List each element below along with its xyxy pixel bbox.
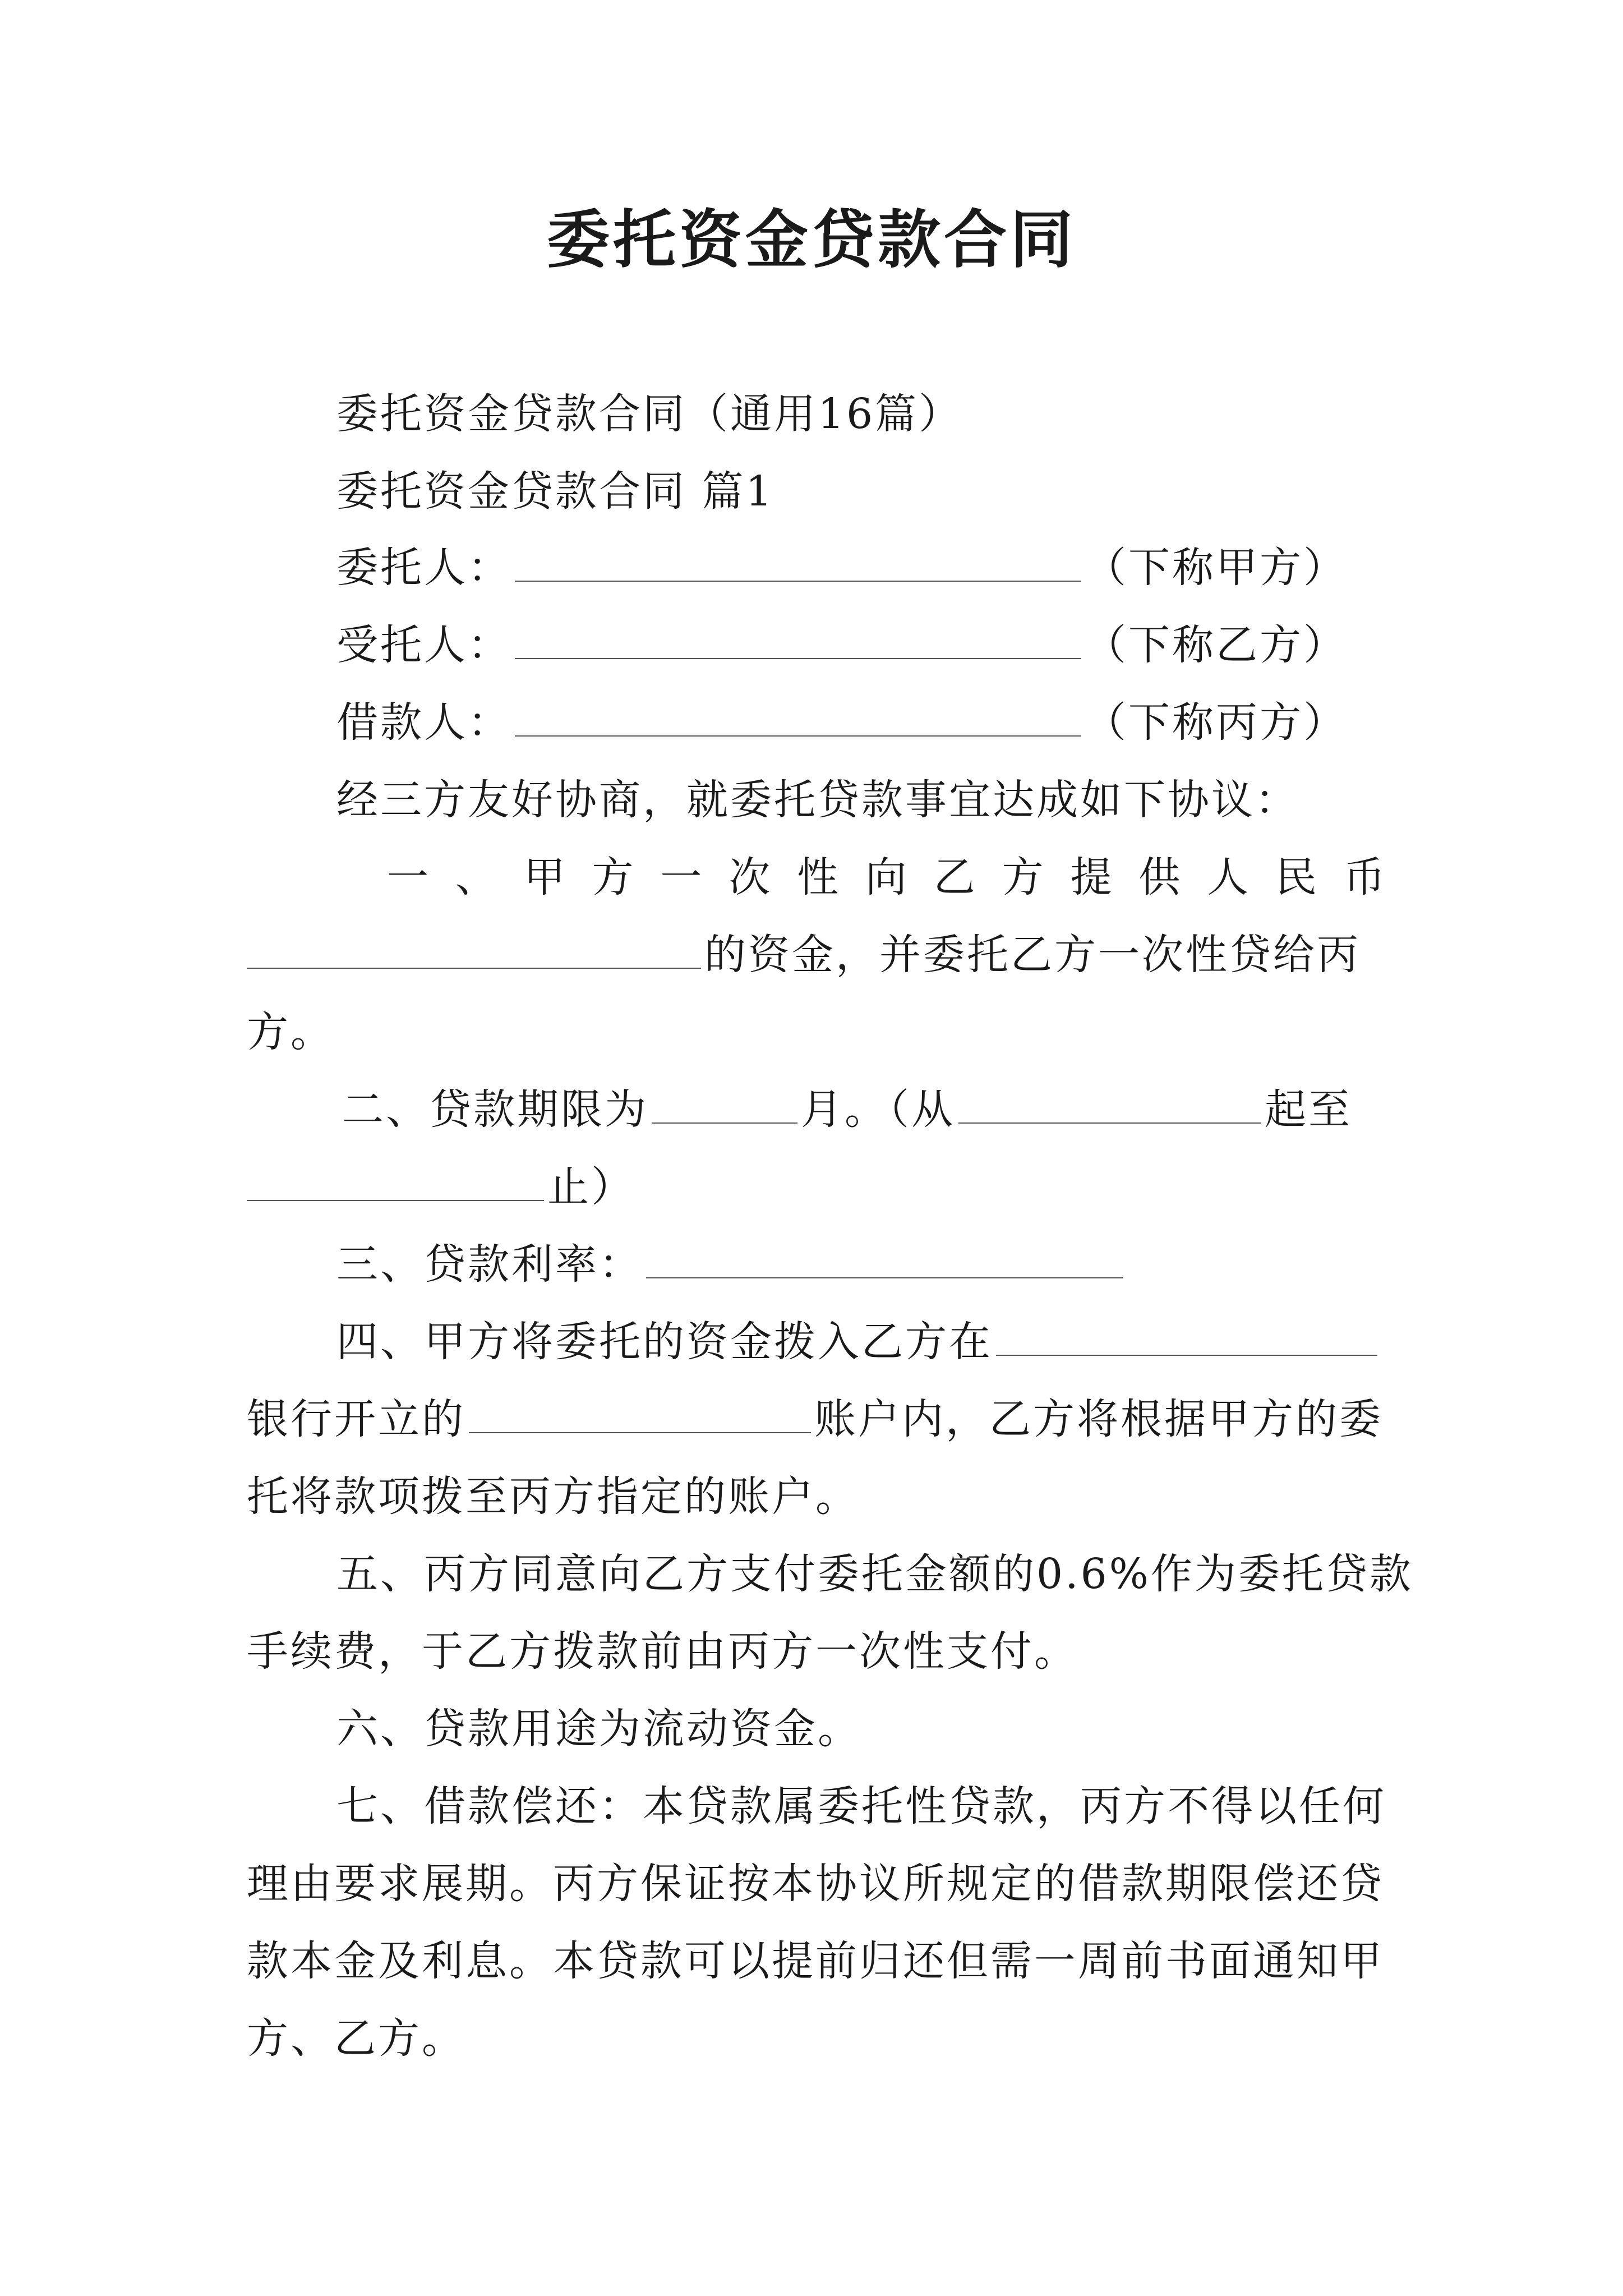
part-heading: 委托资金贷款合同 篇1 bbox=[336, 467, 774, 516]
clause-1-char: 人 bbox=[1207, 853, 1249, 901]
clause-1-char: 乙 bbox=[933, 853, 975, 901]
clause-1-char: 次 bbox=[728, 853, 771, 901]
subtitle: 委托资金贷款合同（通用16篇） bbox=[336, 390, 963, 438]
clause-3-line bbox=[336, 1236, 1126, 1292]
clause-1-char: 一 bbox=[660, 853, 702, 901]
clause-1-char: 币 bbox=[1343, 853, 1385, 901]
clause-2-to: 起至 bbox=[1265, 1085, 1352, 1134]
clause-5-first-line: 五、丙方同意向乙方支付委托金额的0.6%作为委托贷款 bbox=[336, 1550, 1413, 1598]
clause-7-first-line: 七、借款偿还：本贷款属委托性贷款，丙方不得以任何 bbox=[336, 1782, 1386, 1830]
clause-4-text-c: 账户内，乙方将根据甲方的委 bbox=[814, 1395, 1383, 1443]
party-b-note: （下称乙方） bbox=[1085, 621, 1347, 669]
party-a-line bbox=[336, 540, 1347, 596]
clause-1-char: 方 bbox=[592, 853, 634, 901]
party-c-note: （下称丙方） bbox=[1085, 698, 1347, 747]
clause-1-third-line: 方。 bbox=[247, 1008, 334, 1056]
party-b-label: 受托人： bbox=[336, 621, 511, 669]
clause-1-char: 提 bbox=[1070, 853, 1112, 901]
clause-1-second-line bbox=[247, 927, 1361, 983]
clause-2-label: 二、贷款期限为 bbox=[342, 1085, 648, 1134]
clause-4-third-line: 托将款项拨至丙方指定的账户。 bbox=[247, 1473, 859, 1521]
clause-7-fourth-line: 方、乙方。 bbox=[247, 2014, 465, 2063]
clause-2-second-line bbox=[247, 1159, 635, 1215]
clause-1-char: 供 bbox=[1138, 853, 1181, 901]
party-a-note: （下称甲方） bbox=[1085, 544, 1347, 592]
clause-4-bank-blank bbox=[996, 1315, 1377, 1356]
clause-3-rate-blank bbox=[646, 1238, 1123, 1278]
clause-2-months-blank bbox=[652, 1083, 797, 1124]
party-c-blank bbox=[515, 696, 1081, 737]
document-title: 委托资金贷款合同 bbox=[547, 203, 1076, 277]
clause-4-account-blank bbox=[469, 1393, 811, 1433]
party-c-label: 借款人： bbox=[336, 698, 511, 747]
clause-1-char: 一 bbox=[387, 853, 428, 901]
clause-1-first-line bbox=[387, 849, 1385, 905]
clause-4-second-line bbox=[247, 1391, 1383, 1447]
party-a-blank bbox=[515, 541, 1081, 582]
clause-1-char: 甲 bbox=[523, 853, 565, 901]
clause-2-from: 月。（从 bbox=[801, 1085, 955, 1134]
clause-7-second-line: 理由要求展期。丙方保证按本协议所规定的借款期限偿还贷 bbox=[247, 1860, 1384, 1908]
clause-2-start-blank bbox=[958, 1083, 1261, 1124]
intro-paragraph: 经三方友好协商，就委托贷款事宜达成如下协议： bbox=[336, 776, 1299, 824]
clause-2-first-line bbox=[342, 1082, 1352, 1138]
clause-4-first-line bbox=[336, 1314, 1381, 1370]
clause-1-text: 的资金，并委托乙方一次性贷给丙 bbox=[704, 931, 1361, 979]
party-c-line bbox=[336, 694, 1347, 751]
clause-2-end-blank bbox=[247, 1161, 544, 1201]
clause-1-char: 性 bbox=[797, 853, 839, 901]
clause-5-second-line: 手续费，于乙方拨款前由丙方一次性支付。 bbox=[247, 1627, 1078, 1676]
clause-1-char: 向 bbox=[865, 853, 907, 901]
clause-7-third-line: 款本金及利息。本贷款可以提前归还但需一周前书面通知甲 bbox=[247, 1937, 1384, 1985]
clause-2-end: 止） bbox=[547, 1163, 635, 1211]
clause-1-char: 民 bbox=[1275, 853, 1317, 901]
clause-4-text-a: 四、甲方将委托的资金拨入乙方在 bbox=[336, 1318, 993, 1366]
clause-6-line: 六、贷款用途为流动资金。 bbox=[336, 1705, 861, 1753]
clause-1-char: 、 bbox=[455, 853, 497, 901]
clause-4-text-b: 银行开立的 bbox=[247, 1395, 465, 1443]
clause-3-label: 三、贷款利率： bbox=[336, 1240, 643, 1289]
party-b-blank bbox=[515, 619, 1081, 659]
clause-1-amount-blank bbox=[247, 928, 701, 969]
party-b-line bbox=[336, 617, 1347, 673]
clause-1-char: 方 bbox=[1002, 853, 1044, 901]
party-a-label: 委托人： bbox=[336, 544, 511, 592]
